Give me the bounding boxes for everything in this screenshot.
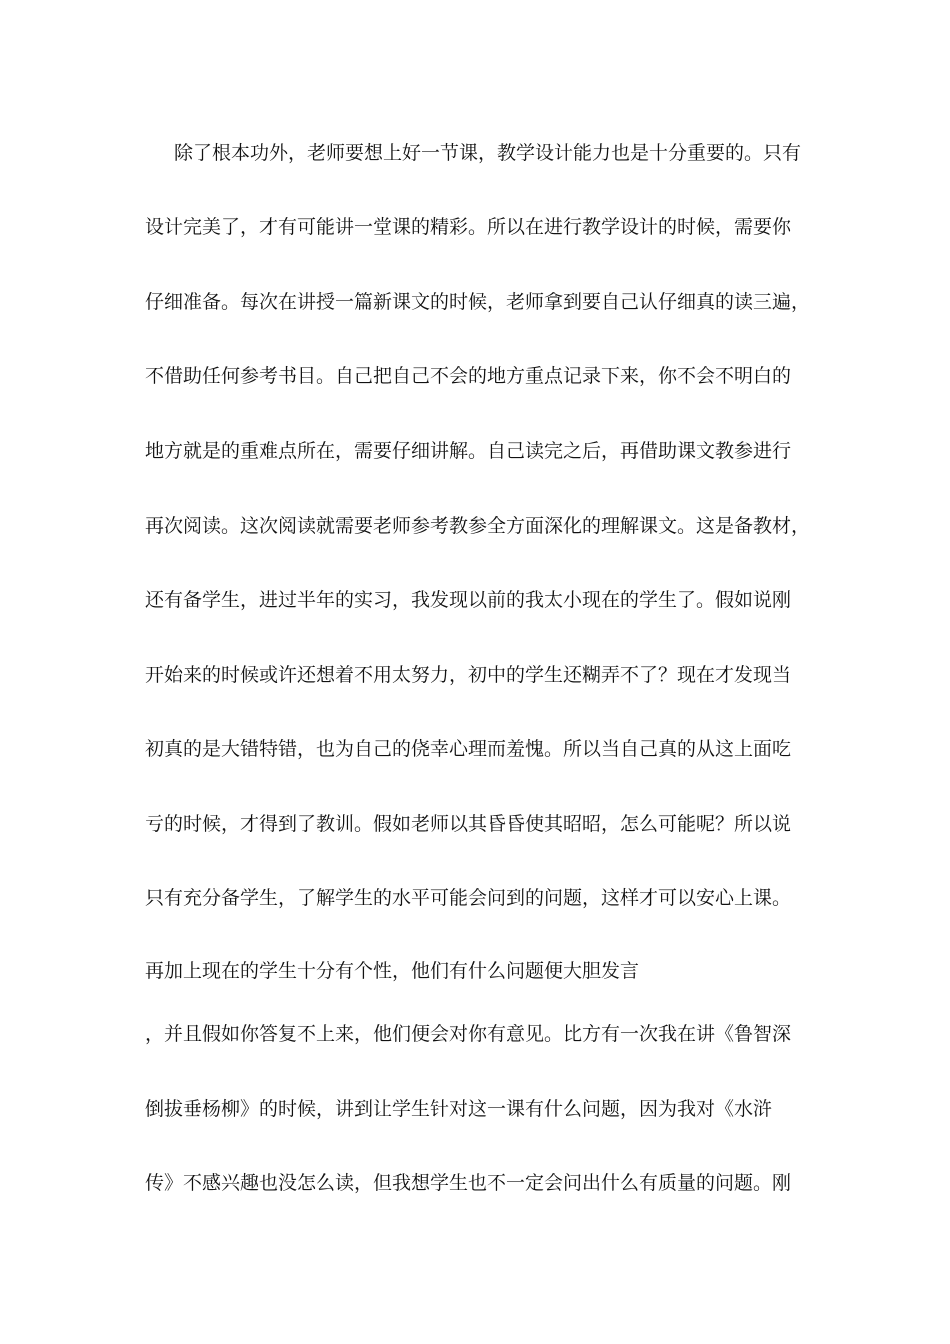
paragraph-line-5: 地方就是的重难点所在，需要仔细讲解。自己读完之后，再借助课文教参进行 <box>145 440 792 462</box>
paragraph-line-9: 初真的是大错特错，也为自己的侥幸心理而羞愧。所以当自己真的从这上面吃 <box>145 738 792 760</box>
paragraph-line-1: 除了根本功外，老师要想上好一节课，教学设计能力也是十分重要的。只有 <box>174 142 802 164</box>
paragraph-line-2: 设计完美了，才有可能讲一堂课的精彩。所以在进行教学设计的时候，需要你 <box>145 216 792 238</box>
paragraph-line-3: 仔细准备。每次在讲授一篇新课文的时候，老师拿到要自己认仔细真的读三遍， <box>145 291 811 313</box>
paragraph-line-8: 开始来的时候或许还想着不用太努力，初中的学生还糊弄不了？现在才发现当 <box>145 664 792 686</box>
paragraph-line-15: 传》不感兴趣也没怎么读，但我想学生也不一定会问出什么有质量的问题。刚 <box>145 1172 792 1194</box>
paragraph-line-7: 还有备学生，进过半年的实习，我发现以前的我太小现在的学生了。假如说刚 <box>145 589 792 611</box>
paragraph-line-14: 倒拔垂杨柳》的时候，讲到让学生针对这一课有什么问题，因为我对《水浒 <box>145 1098 773 1120</box>
paragraph-line-6: 再次阅读。这次阅读就需要老师参考教参全方面深化的理解课文。这是备教材， <box>145 515 811 537</box>
paragraph-line-11: 只有充分备学生，了解学生的水平可能会问到的问题，这样才可以安心上课。 <box>145 887 792 909</box>
paragraph-line-4: 不借助任何参考书目。自己把自己不会的地方重点记录下来，你不会不明白的 <box>145 365 792 387</box>
paragraph-line-13: ，并且假如你答复不上来，他们便会对你有意见。比方有一次我在讲《鲁智深 <box>145 1023 792 1045</box>
paragraph-line-12: 再加上现在的学生十分有个性，他们有什么问题便大胆发言 <box>145 960 640 982</box>
paragraph-line-10: 亏的时候，才得到了教训。假如老师以其昏昏使其昭昭，怎么可能呢？所以说 <box>145 813 792 835</box>
